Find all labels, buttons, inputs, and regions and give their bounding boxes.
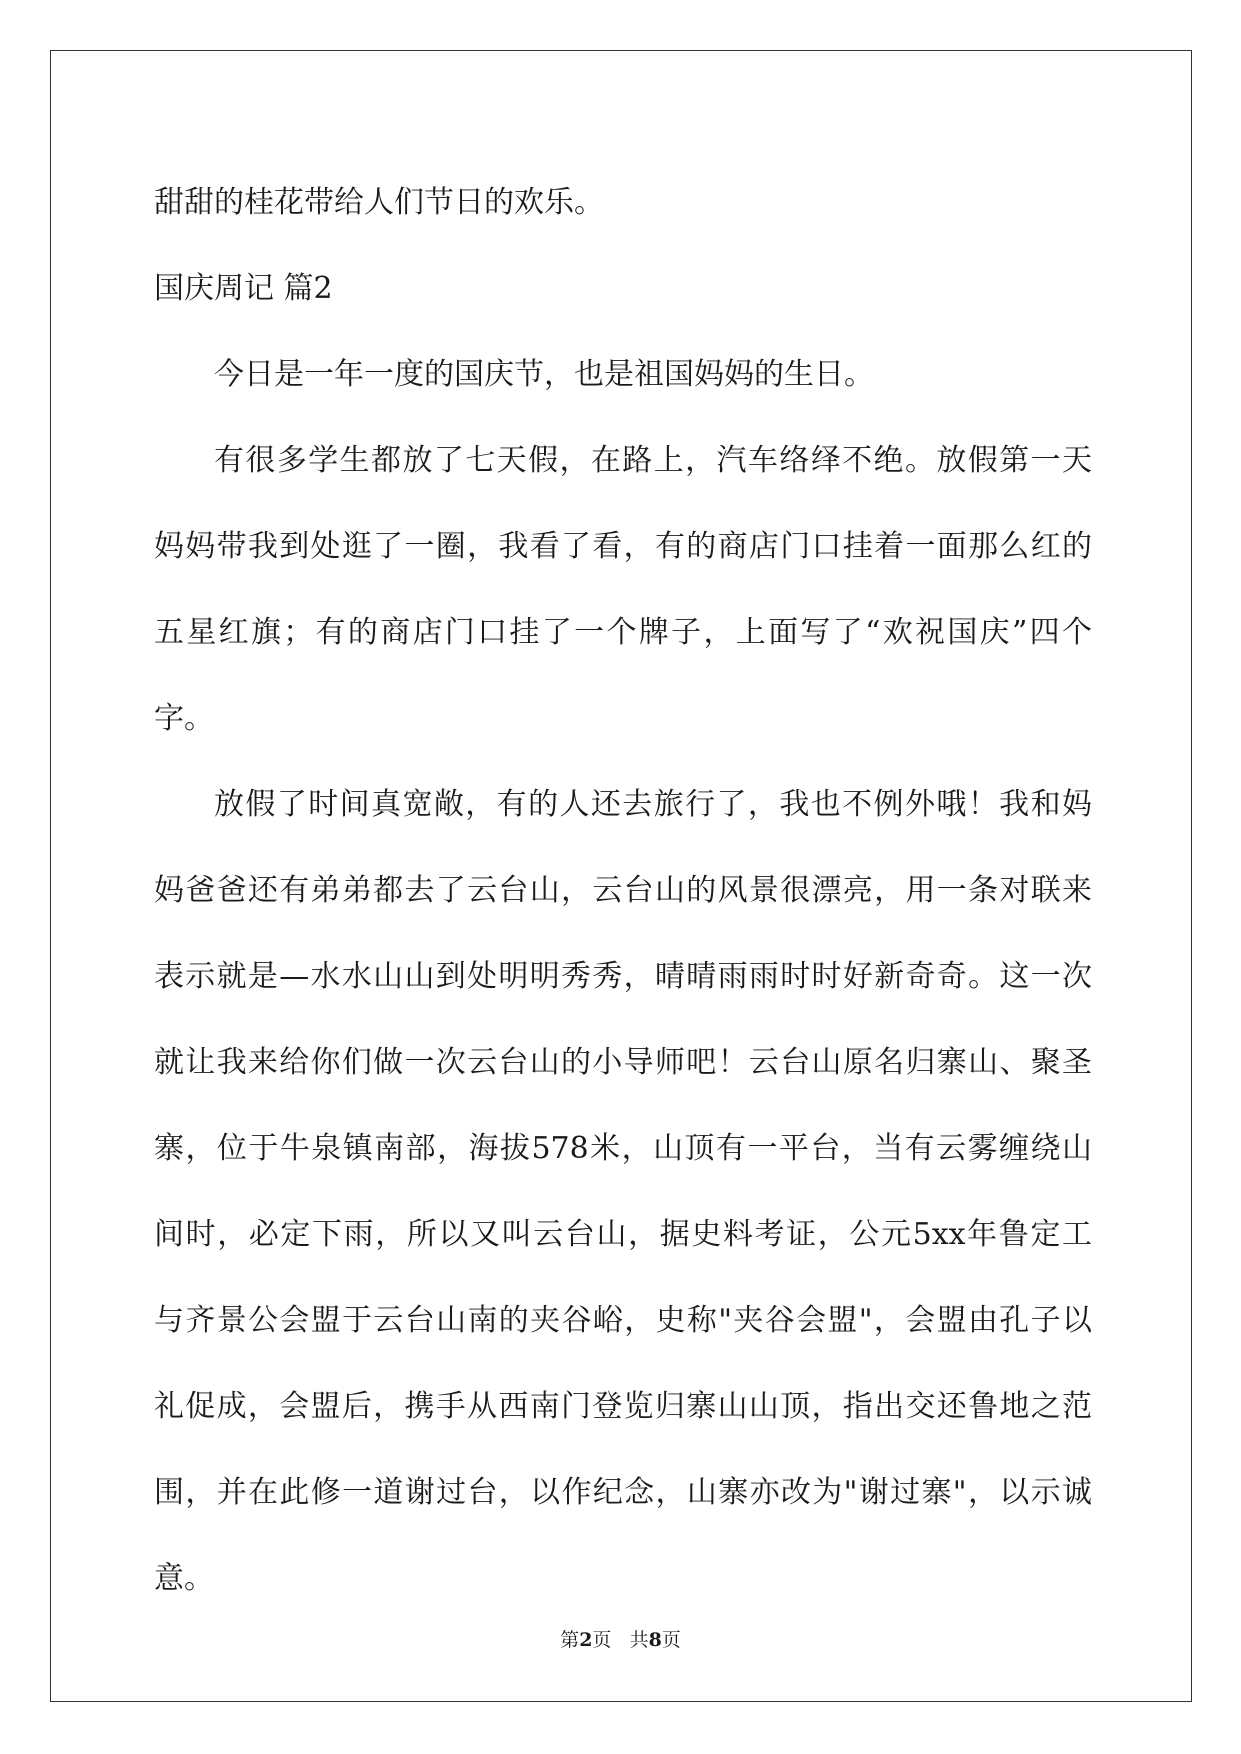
- text-line-12: 寨，位于牛泉镇南部，海拔578米，山顶有一平台，当有云雾缠绕山: [154, 1131, 1092, 1166]
- text-line-8: 放假了时间真宽敞，有的人还去旅行了，我也不例外哦！我和妈: [214, 787, 1092, 822]
- text-line-7: 字。: [154, 701, 214, 736]
- text-line-4: 有很多学生都放了七天假，在路上，汽车络绎不绝。放假第一天: [214, 443, 1092, 478]
- text-line-14: 与齐景公会盟于云台山南的夹谷峪，史称"夹谷会盟"，会盟由孔子以: [154, 1303, 1092, 1338]
- footer-page-suffix: 页: [592, 1629, 612, 1651]
- document-body: [154, 160, 1092, 1622]
- text-line-13: 间时，必定下雨，所以又叫云台山，据史料考证，公元5xx年鲁定工: [154, 1217, 1092, 1252]
- footer-total-prefix: 共: [629, 1629, 649, 1651]
- text-line-3: 今日是一年一度的国庆节，也是祖国妈妈的生日。: [214, 357, 874, 392]
- text-line-10: 表示就是—水水山山到处明明秀秀，晴晴雨雨时时好新奇奇。这一次: [154, 959, 1092, 994]
- text-line-11: 就让我来给你们做一次云台山的小导师吧！云台山原名归寨山、聚圣: [154, 1045, 1092, 1080]
- footer-total-suffix: 页: [661, 1629, 681, 1651]
- footer-page-current: 2: [579, 1629, 593, 1651]
- text-line-17: 意。: [154, 1561, 214, 1596]
- page-footer: [0, 1625, 1241, 1652]
- footer-page-total: 8: [648, 1629, 662, 1651]
- text-line-15: 礼促成，会盟后，携手从西南门登览归寨山山顶，指出交还鲁地之范: [154, 1389, 1092, 1424]
- footer-page-prefix: 第: [560, 1629, 580, 1651]
- section-heading: 国庆周记 篇2: [154, 271, 333, 306]
- text-line-16: 围，并在此修一道谢过台，以作纪念，山寨亦改为"谢过寨"，以示诚: [154, 1475, 1092, 1510]
- text-line-1: 甜甜的桂花带给人们节日的欢乐。: [154, 185, 604, 220]
- text-line-5: 妈妈带我到处逛了一圈，我看了看，有的商店门口挂着一面那么红的: [154, 529, 1092, 564]
- text-line-6: 五星红旗；有的商店门口挂了一个牌子，上面写了“欢祝国庆”四个: [154, 615, 1092, 650]
- text-line-9: 妈爸爸还有弟弟都去了云台山，云台山的风景很漂亮，用一条对联来: [154, 873, 1092, 908]
